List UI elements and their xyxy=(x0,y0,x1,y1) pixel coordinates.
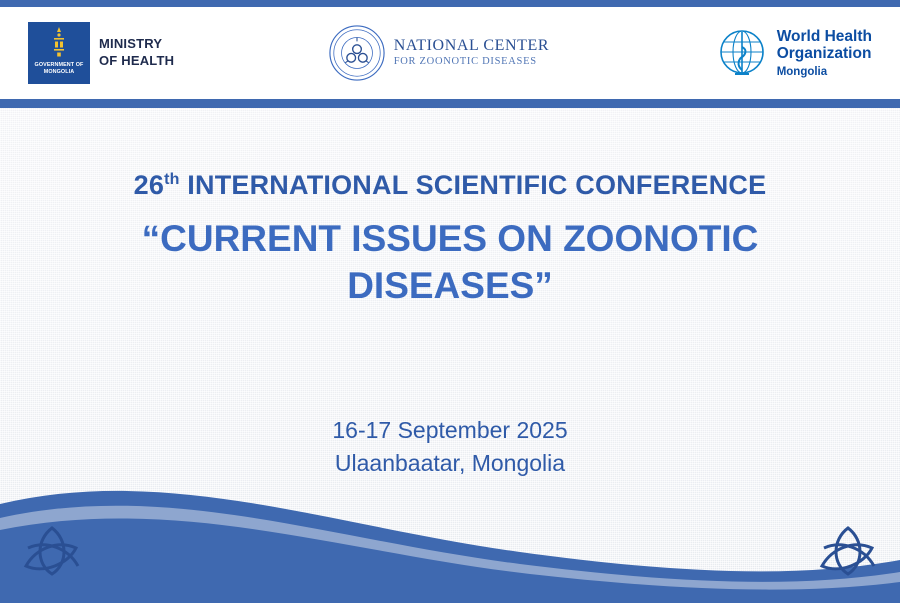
bottom-accent-bar xyxy=(0,596,900,603)
ministry-name xyxy=(99,36,174,69)
who-country: Mongolia xyxy=(776,66,828,79)
ministry-name-line1: MINISTRY xyxy=(99,36,163,52)
who-name xyxy=(777,28,872,79)
emblem-caption-line2: MONGOLIA xyxy=(43,68,75,75)
mongolia-soyombo-emblem-icon xyxy=(28,22,90,84)
event-date: 16-17 September 2025 xyxy=(332,417,568,443)
who-name-line1: World Health xyxy=(776,27,872,45)
center-name-line2: FOR ZOONOTIC DISEASES xyxy=(393,56,537,68)
bottom-wave-decoration xyxy=(0,456,900,596)
center-name-line1: NATIONAL CENTER xyxy=(393,37,550,55)
event-location: Ulaanbaatar, Mongolia xyxy=(334,450,566,477)
national-center-logo xyxy=(328,24,550,82)
emblem-caption-line1: GOVERNMENT OF xyxy=(34,62,84,68)
page-title xyxy=(0,170,900,201)
emblem-caption xyxy=(35,62,84,76)
title-block xyxy=(0,170,900,310)
conference-number: 26 xyxy=(133,170,165,200)
ministry-name-line2: OF HEALTH xyxy=(99,53,175,68)
soyombo-symbol-icon xyxy=(48,26,70,60)
celtic-triquetra-knot-icon xyxy=(810,520,886,582)
logo-header xyxy=(0,7,900,99)
top-accent-bar xyxy=(0,0,900,7)
conference-theme-title: “CURRENT ISSUES ON ZOONOTIC DISEASES” xyxy=(141,218,759,307)
conference-number-suffix: th xyxy=(164,171,180,188)
celtic-triquetra-knot-icon xyxy=(14,520,90,582)
header-divider-bar xyxy=(0,99,900,108)
ministry-of-health-logo xyxy=(28,22,174,84)
slide-body xyxy=(0,108,900,596)
national-center-name xyxy=(394,37,550,68)
conference-subtitle: INTERNATIONAL SCIENTIFIC CONFERENCE xyxy=(179,170,767,200)
who-name-line2: Organization xyxy=(776,45,872,62)
national-center-zoonotic-diseases-seal-icon xyxy=(328,24,386,82)
who-logo xyxy=(715,26,872,80)
who-rod-of-asclepius-globe-icon xyxy=(715,26,769,80)
